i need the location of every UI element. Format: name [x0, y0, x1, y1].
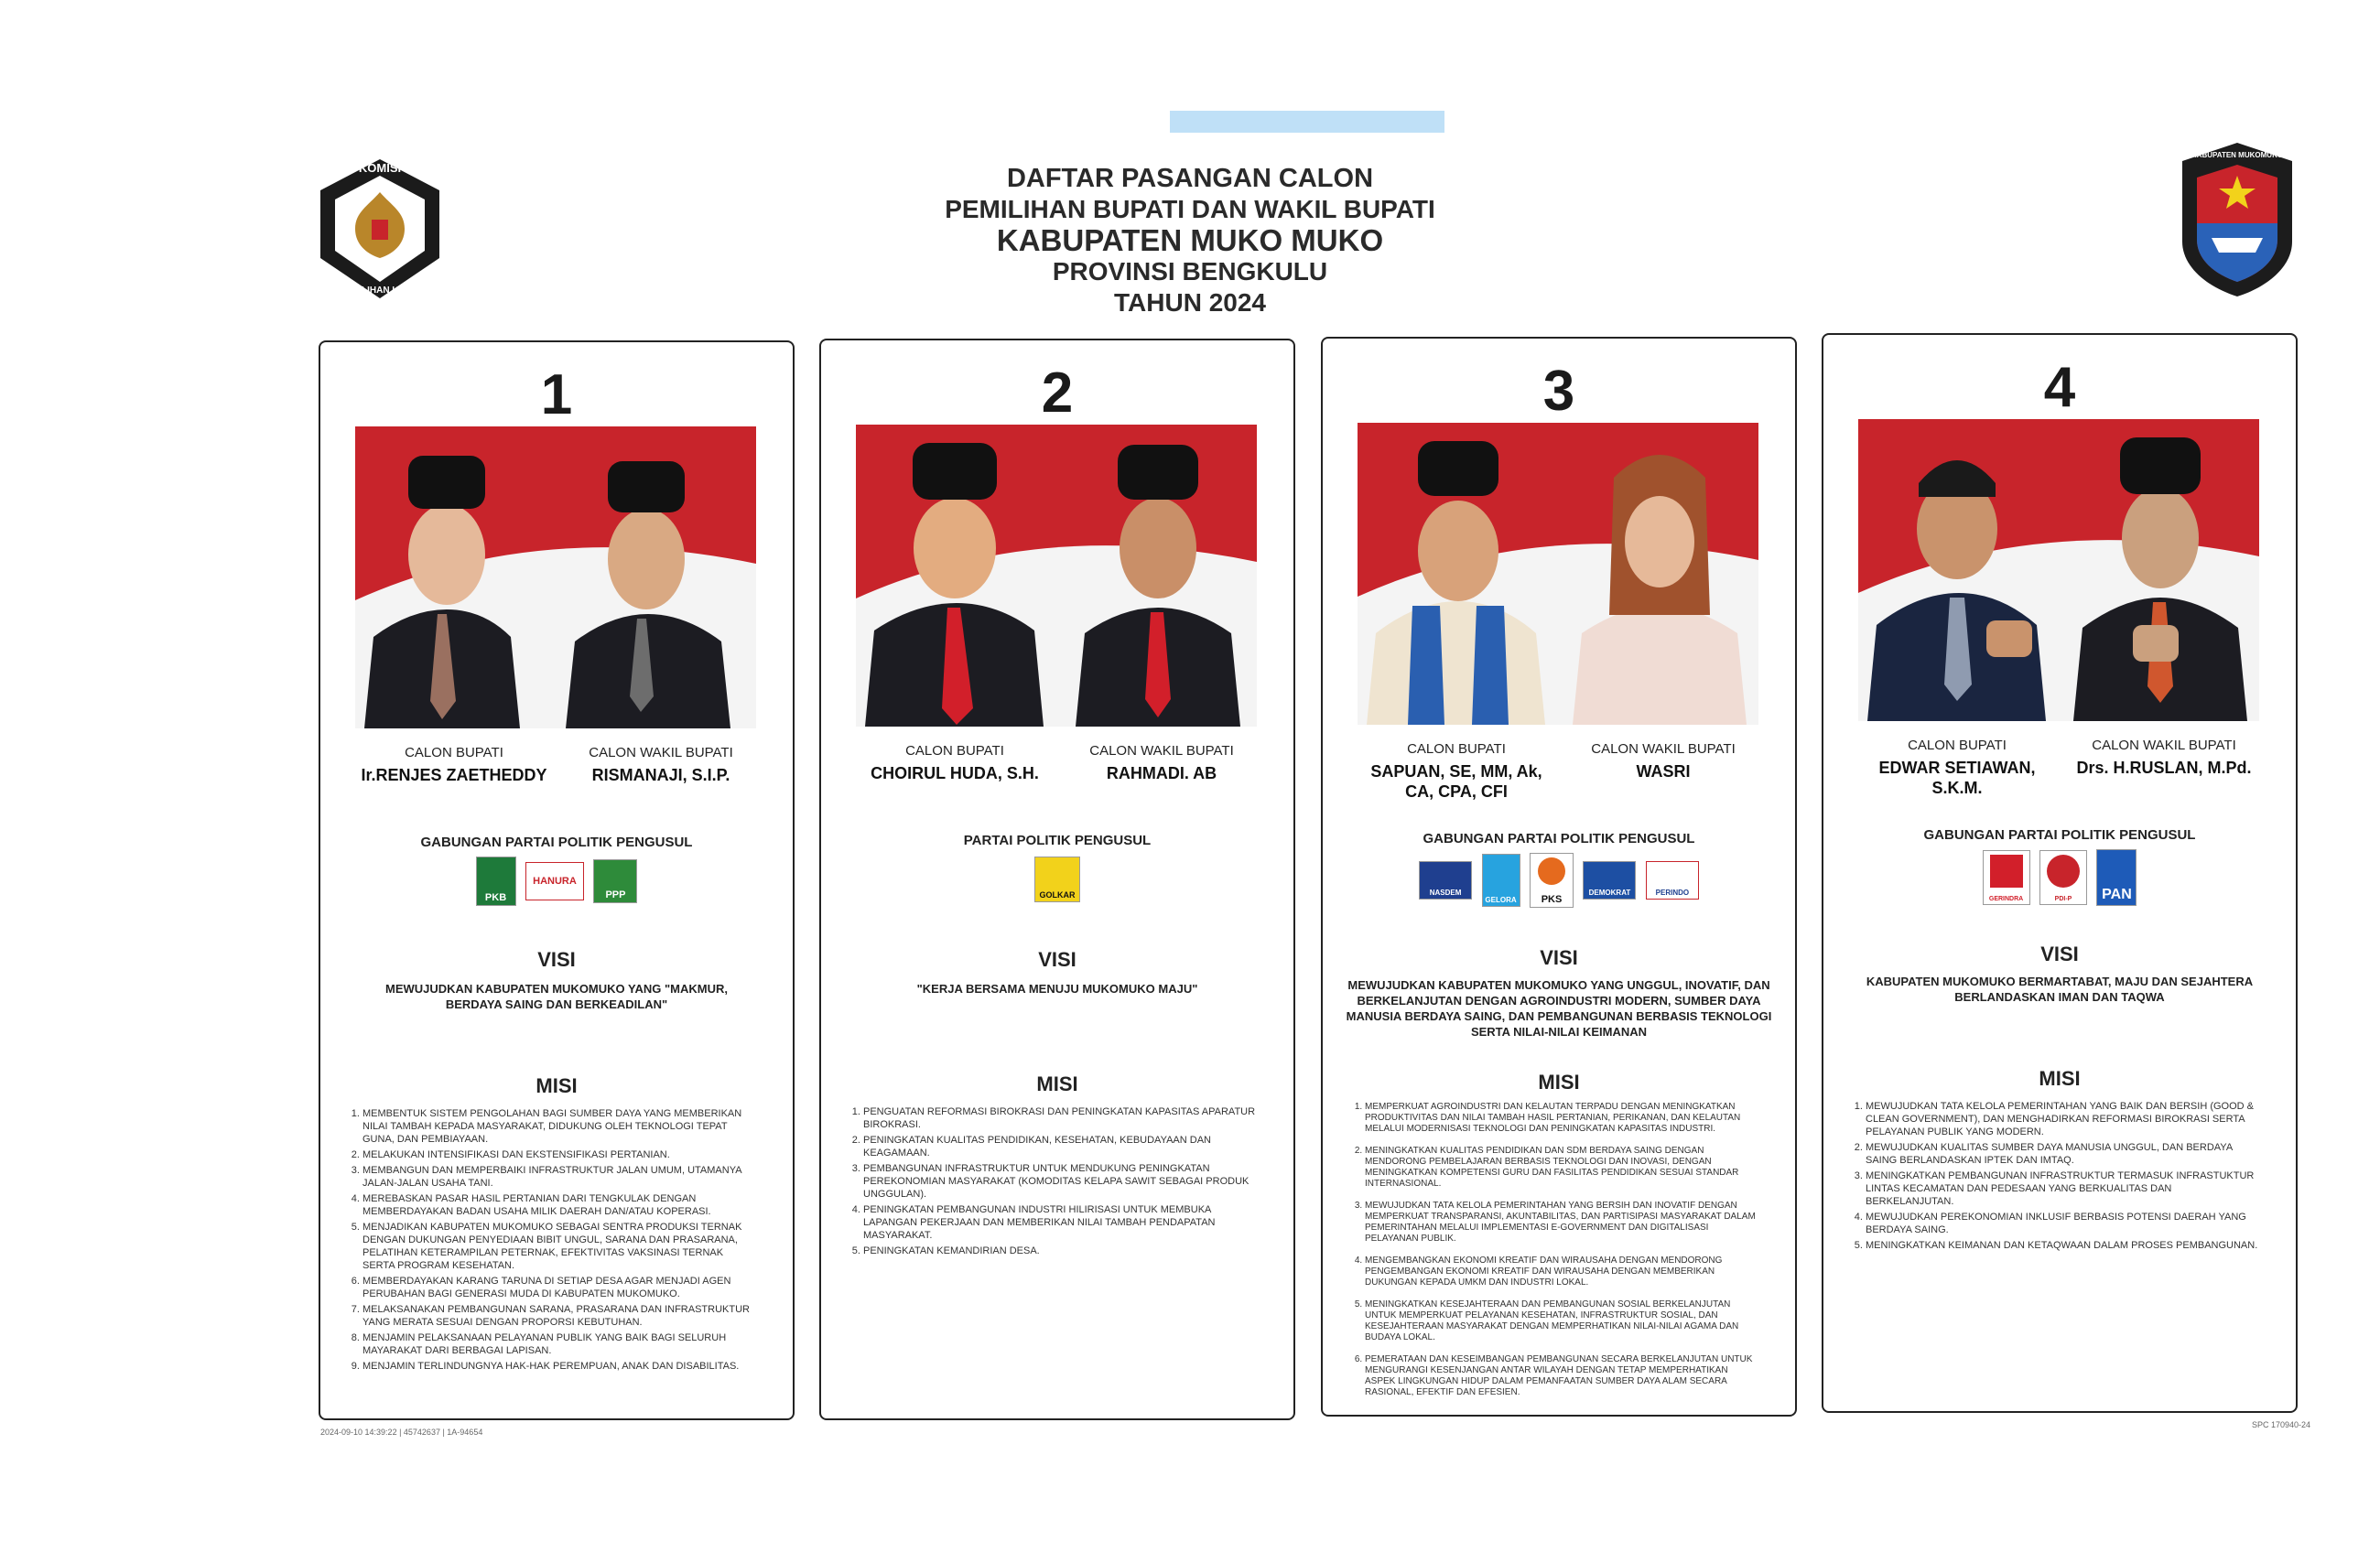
- misi-item: 2. PENINGKATAN KUALITAS PENDIDIKAN, KESEHATAN, KEBUDAYAAN DAN KEAGAMAAN.: [863, 1134, 1257, 1159]
- candidate-number: 2: [1041, 361, 1074, 425]
- party-title: PARTAI POLITIK PENGUSUL: [963, 833, 1152, 848]
- party-logo-pks: PKS: [1530, 853, 1574, 908]
- visi-text: "KERJA BERSAMA MENUJU MUKOMUKO MAJU": [916, 982, 1198, 996]
- visi-text: MEWUJUDKAN KABUPATEN MUKOMUKO YANG "MAKMUR, BERDAYA SAING DAN BERKEADILAN": [384, 982, 728, 1011]
- candidate-photo: [1358, 423, 1758, 725]
- party-logos: [821, 857, 1293, 902]
- header-line-1: DAFTAR PASANGAN CALON: [1006, 164, 1374, 193]
- candidate-photo: [355, 426, 756, 728]
- misi-title: MISI: [1538, 1071, 1580, 1094]
- wakil-role-label: CALON WAKIL BUPATI: [589, 745, 733, 760]
- candidate-card-2: [819, 339, 1295, 1420]
- visi-title: VISI: [537, 948, 576, 971]
- misi-list: [346, 1107, 756, 1375]
- misi-item: 1. MEWUJUDKAN TATA KELOLA PEMERINTAHAN YANG BAIK DAN BERSIH (GOOD & CLEAN GOVERNMENT), DAN MENGHADIRKAN REFORMASI BIROKRASI SERTA PELAYANAN PUBLIK YANG MODERN.: [1866, 1100, 2259, 1138]
- misi-item: 4. MEWUJUDKAN PEREKONOMIAN INKLUSIF BERBASIS POTENSI DAERAH YANG BERDAYA SAING.: [1866, 1211, 2259, 1236]
- misi-item: 5. MENINGKATKAN KESEJAHTERAAN DAN PEMBANGUNAN SOSIAL BERKELANJUTAN UNTUK MEMPERKUAT PELAYANAN KESEHATAN, INFRASTRUKTUR SOSIAL, DAN KESEJAHTERAAN MASYARAKAT DENGAN MEMPERHATIKAN NILAI-NILAI AGAMA DAN BUDAYA LOKAL.: [1365, 1299, 1758, 1343]
- misi-item: 1. MEMPERKUAT AGROINDUSTRI DAN KELAUTAN TERPADU DENGAN MENINGKATKAN PRODUKTIVITAS DAN NILAI TAMBAH HASIL PERTANIAN, PERIKANAN, DAN KELAUTAN MELALUI MODERNISASI TEKNOLOGI DAN PENINGKATAN KAPASITAS INDUSTRI.: [1365, 1102, 1758, 1135]
- misi-item: 3. MENINGKATKAN PEMBANGUNAN INFRASTRUKTUR TERMASUK INFRASTUKTUR LINTAS KECAMATAN DAN PEDESAAN YANG BERKUALITAS DAN BERKELANJUTAN.: [1866, 1169, 2259, 1208]
- header-line-2: PEMILIHAN BUPATI DAN WAKIL BUPATI: [945, 195, 1435, 223]
- bupati-name: CHOIRUL HUDA, S.H.: [871, 764, 1039, 782]
- footer-print-code-left: 2024-09-10 14:39:22 | 45742637 | 1A-94654: [320, 1428, 483, 1437]
- misi-item: 5. MENINGKATKAN KEIMANAN DAN KETAQWAAN DALAM PROSES PEMBANGUNAN.: [1866, 1239, 2259, 1252]
- misi-title: MISI: [1036, 1072, 1078, 1095]
- bupati-name: Ir.RENJES ZAETHEDDY: [361, 766, 547, 784]
- bupati-role-label: CALON BUPATI: [1908, 738, 2007, 753]
- party-logo-gelora: GELORA: [1482, 854, 1520, 907]
- kpu-logo-text-top: KOMISI: [358, 161, 402, 175]
- candidate-photo: [1858, 419, 2259, 721]
- header-line-4: PROVINSI BENGKULU: [1052, 257, 1328, 286]
- page-header: [824, 163, 1556, 318]
- misi-item: 3. MEWUJUDKAN TATA KELOLA PEMERINTAHAN YANG BERSIH DAN INOVATIF DENGAN MEMPERKUAT TRANSPARANSI, AKUNTABILITAS, DAN PARTISIPASI MASYARAKAT DALAM PEMERINTAHAN MELALUI IMPLEMENTASI E-GOVERNMENT DAN DIGITALISASI PELAYANAN PUBLIK.: [1365, 1201, 1758, 1245]
- mukomuko-logo: [2175, 139, 2299, 300]
- misi-item: 2. MEWUJUDKAN KUALITAS SUMBER DAYA MANUSIA UNGGUL, DAN BERDAYA SAING BERLANDASKAN IPTEK DAN IMTAQ.: [1866, 1141, 2259, 1167]
- kpu-logo: [311, 156, 449, 302]
- party-logo-gerindra: GERINDRA: [1983, 850, 2030, 905]
- misi-item: 7. MELAKSANAKAN PEMBANGUNAN SARANA, PRASARANA DAN INFRASTRUKTUR YANG MERATA SESUAI DENGAN PROPORSI KEBUTUHAN.: [362, 1303, 756, 1329]
- wakil-role-label: CALON WAKIL BUPATI: [1591, 741, 1736, 757]
- visi-text: KABUPATEN MUKOMUKO BERMARTABAT, MAJU DAN SEJAHTERA BERLANDASKAN IMAN DAN TAQWA: [1866, 975, 2254, 1004]
- bupati-name: SAPUAN, SE, MM, Ak, CA, CPA, CFI: [1370, 762, 1542, 801]
- misi-title: MISI: [2039, 1067, 2081, 1090]
- misi-item: 5. MENJADIKAN KABUPATEN MUKOMUKO SEBAGAI SENTRA PRODUKSI TERNAK DENGAN DUKUNGAN PENYEDIAAN BIBIT UNGUL, SARANA DAN PRASARANA, PELATIHAN KETERAMPILAN PETERNAK, EFEKTIVITAS VAKSINASI TERNAK SERTA PROGRAM KESEHATAN.: [362, 1221, 756, 1272]
- misi-item: 1. MEMBENTUK SISTEM PENGOLAHAN BAGI SUMBER DAYA YANG MEMBERIKAN NILAI TAMBAH KEPADA MASYARAKAT, DIDUKUNG OLEH TEKNOLOGI TEPAT GUNA, DAN PEMBIAYAAN.: [362, 1107, 756, 1146]
- misi-item: 2. MENINGKATKAN KUALITAS PENDIDIKAN DAN SDM BERDAYA SAING DENGAN MENDORONG PEMBELAJARAN BERBASIS TEKNOLOGI DAN INOVASI, DENGAN MENINGKATKAN KOMPETENSI GURU DAN FASILITAS PENDIDIKAN SESUAI STANDAR INTERNASIONAL.: [1365, 1146, 1758, 1190]
- wakil-role-label: CALON WAKIL BUPATI: [1089, 743, 1234, 759]
- misi-item: 4. MENGEMBANGKAN EKONOMI KREATIF DAN WIRAUSAHA DENGAN MENDORONG PENGEMBANGAN EKONOMI KREATIF DAN WIRAUSAHA DENGAN MEMBERIKAN DUKUNGAN KEPADA UMKM DAN INDUSTRI LOKAL.: [1365, 1256, 1758, 1288]
- candidate-card-1: [319, 340, 795, 1420]
- party-logo-nasdem: NASDEM: [1419, 861, 1472, 900]
- bupati-role-label: CALON BUPATI: [405, 745, 503, 760]
- wakil-name: RAHMADI. AB: [1106, 764, 1217, 782]
- bupati-name: EDWAR SETIAWAN, S.K.M.: [1878, 759, 2036, 797]
- visi-title: VISI: [1540, 946, 1578, 969]
- visi-text: MEWUJUDKAN KABUPATEN MUKOMUKO YANG UNGGUL, INOVATIF, DAN BERKELANJUTAN DENGAN AGROINDUSTRI MODERN, SUMBER DAYA MANUSIA BERDAYA SAING, DAN PEMBANGUNAN BERBASIS TEKNOLOGI SERTA NILAI-NILAI KEIMANAN: [1346, 978, 1772, 1039]
- party-logos: [1823, 849, 2296, 906]
- party-coalition-title: GABUNGAN PARTAI POLITIK PENGUSUL: [420, 835, 693, 850]
- misi-title: MISI: [536, 1074, 578, 1097]
- candidate-number: 4: [2043, 356, 2076, 419]
- misi-list: [1849, 1100, 2259, 1255]
- party-logo-pan: PAN: [2096, 849, 2137, 906]
- misi-item: 3. PEMBANGUNAN INFRASTRUKTUR UNTUK MENDUKUNG PENINGKATAN PEREKONOMIAN MASYARAKAT (KOMODITAS KELAPA SAWIT SEBAGAI PRODUK UNGGULAN).: [863, 1162, 1257, 1201]
- party-logo-demokrat: DEMOKRAT: [1583, 861, 1636, 900]
- header-line-3: KABUPATEN MUKO MUKO: [996, 223, 1384, 257]
- misi-item: 4. MEREBASKAN PASAR HASIL PERTANIAN DARI TENGKULAK DENGAN MEMBERDAYAKAN BADAN USAHA MILIK DAERAH DAN/ATAU KOPERASI.: [362, 1192, 756, 1218]
- wakil-role-label: CALON WAKIL BUPATI: [2092, 738, 2236, 753]
- bupati-role-label: CALON BUPATI: [1407, 741, 1506, 757]
- candidate-photo: [856, 425, 1257, 727]
- visi-title: VISI: [1038, 948, 1076, 971]
- candidate-card-3: [1321, 337, 1797, 1417]
- misi-item: 1. PENGUATAN REFORMASI BIROKRASI DAN PENINGKATAN KAPASITAS APARATUR BIROKRASI.: [863, 1105, 1257, 1131]
- misi-item: 6. MEMBERDAYAKAN KARANG TARUNA DI SETIAP DESA AGAR MENJADI AGEN PERUBAHAN BAGI GENERASI MUDA DI KABUPATEN MUKOMUKO.: [362, 1275, 756, 1300]
- candidate-number: 3: [1542, 360, 1575, 423]
- misi-list: [847, 1105, 1257, 1260]
- party-logo-pdip: PDI-P: [2039, 850, 2087, 905]
- misi-item: 4. PENINGKATAN PEMBANGUNAN INDUSTRI HILIRISASI UNTUK MEMBUKA LAPANGAN PEKERJAAN DAN MEMBERIKAN NILAI TAMBAH PENDAPATAN MASYARAKAT.: [863, 1203, 1257, 1242]
- bupati-role-label: CALON BUPATI: [905, 743, 1004, 759]
- candidate-number: 1: [540, 363, 573, 426]
- party-logo-perindo: PERINDO: [1646, 861, 1699, 900]
- party-coalition-title: GABUNGAN PARTAI POLITIK PENGUSUL: [1423, 831, 1695, 846]
- wakil-name: RISMANAJI, S.I.P.: [591, 766, 730, 784]
- misi-item: 6. PEMERATAAN DAN KESEIMBANGAN PEMBANGUNAN SECARA BERKELANJUTAN UNTUK MENGURANGI KESENJANGAN ANTAR WILAYAH DENGAN TETAP MEMPERHATIKAN ASPEK LINGKUNGAN HIDUP DALAM PEMANFAATAN SUMBER DAYA ALAM SECARA RASIONAL, EFEKTIF DAN EFESIEN.: [1365, 1354, 1758, 1398]
- party-logo-hanura: HANURA: [525, 862, 584, 900]
- misi-item: 2. MELAKUKAN INTENSIFIKASI DAN EKSTENSIFIKASI PERTANIAN.: [362, 1148, 756, 1161]
- candidate-card-4: [1822, 333, 2298, 1413]
- party-logo-ppp: PPP: [593, 859, 637, 903]
- misi-item: 9. MENJAMIN TERLINDUNGNYA HAK-HAK PEREMPUAN, ANAK DAN DISABILITAS.: [362, 1360, 756, 1373]
- misi-item: 5. PENINGKATAN KEMANDIRIAN DESA.: [863, 1245, 1257, 1257]
- party-coalition-title: GABUNGAN PARTAI POLITIK PENGUSUL: [1923, 827, 2196, 843]
- mukomuko-logo-text: KABUPATEN MUKOMUKO: [2191, 151, 2284, 159]
- misi-item: 3. MEMBANGUN DAN MEMPERBAIKI INFRASTRUKTUR JALAN UMUM, UTAMANYA JALAN-JALAN USAHA TANI.: [362, 1164, 756, 1190]
- party-logos: [320, 857, 793, 906]
- visi-title: VISI: [2040, 943, 2079, 965]
- kpu-logo-text-bottom: PEMILIHAN UMUM: [339, 286, 421, 296]
- party-logo-golkar: GOLKAR: [1034, 857, 1080, 902]
- top-color-bar: [1170, 111, 1444, 133]
- misi-list: [1348, 1102, 1758, 1401]
- header-line-5: TAHUN 2024: [1114, 288, 1266, 317]
- footer-print-code-right: SPC 170940-24: [2252, 1420, 2311, 1429]
- misi-item: 8. MENJAMIN PELAKSANAAN PELAYANAN PUBLIK YANG BAIK BAGI SELURUH MAYARAKAT DARI BERBAGAI LAPISAN.: [362, 1331, 756, 1357]
- wakil-name: Drs. H.RUSLAN, M.Pd.: [2076, 759, 2252, 777]
- party-logo-pkb: PKB: [476, 857, 516, 906]
- party-logos: [1323, 853, 1795, 908]
- wakil-name: WASRI: [1636, 762, 1691, 781]
